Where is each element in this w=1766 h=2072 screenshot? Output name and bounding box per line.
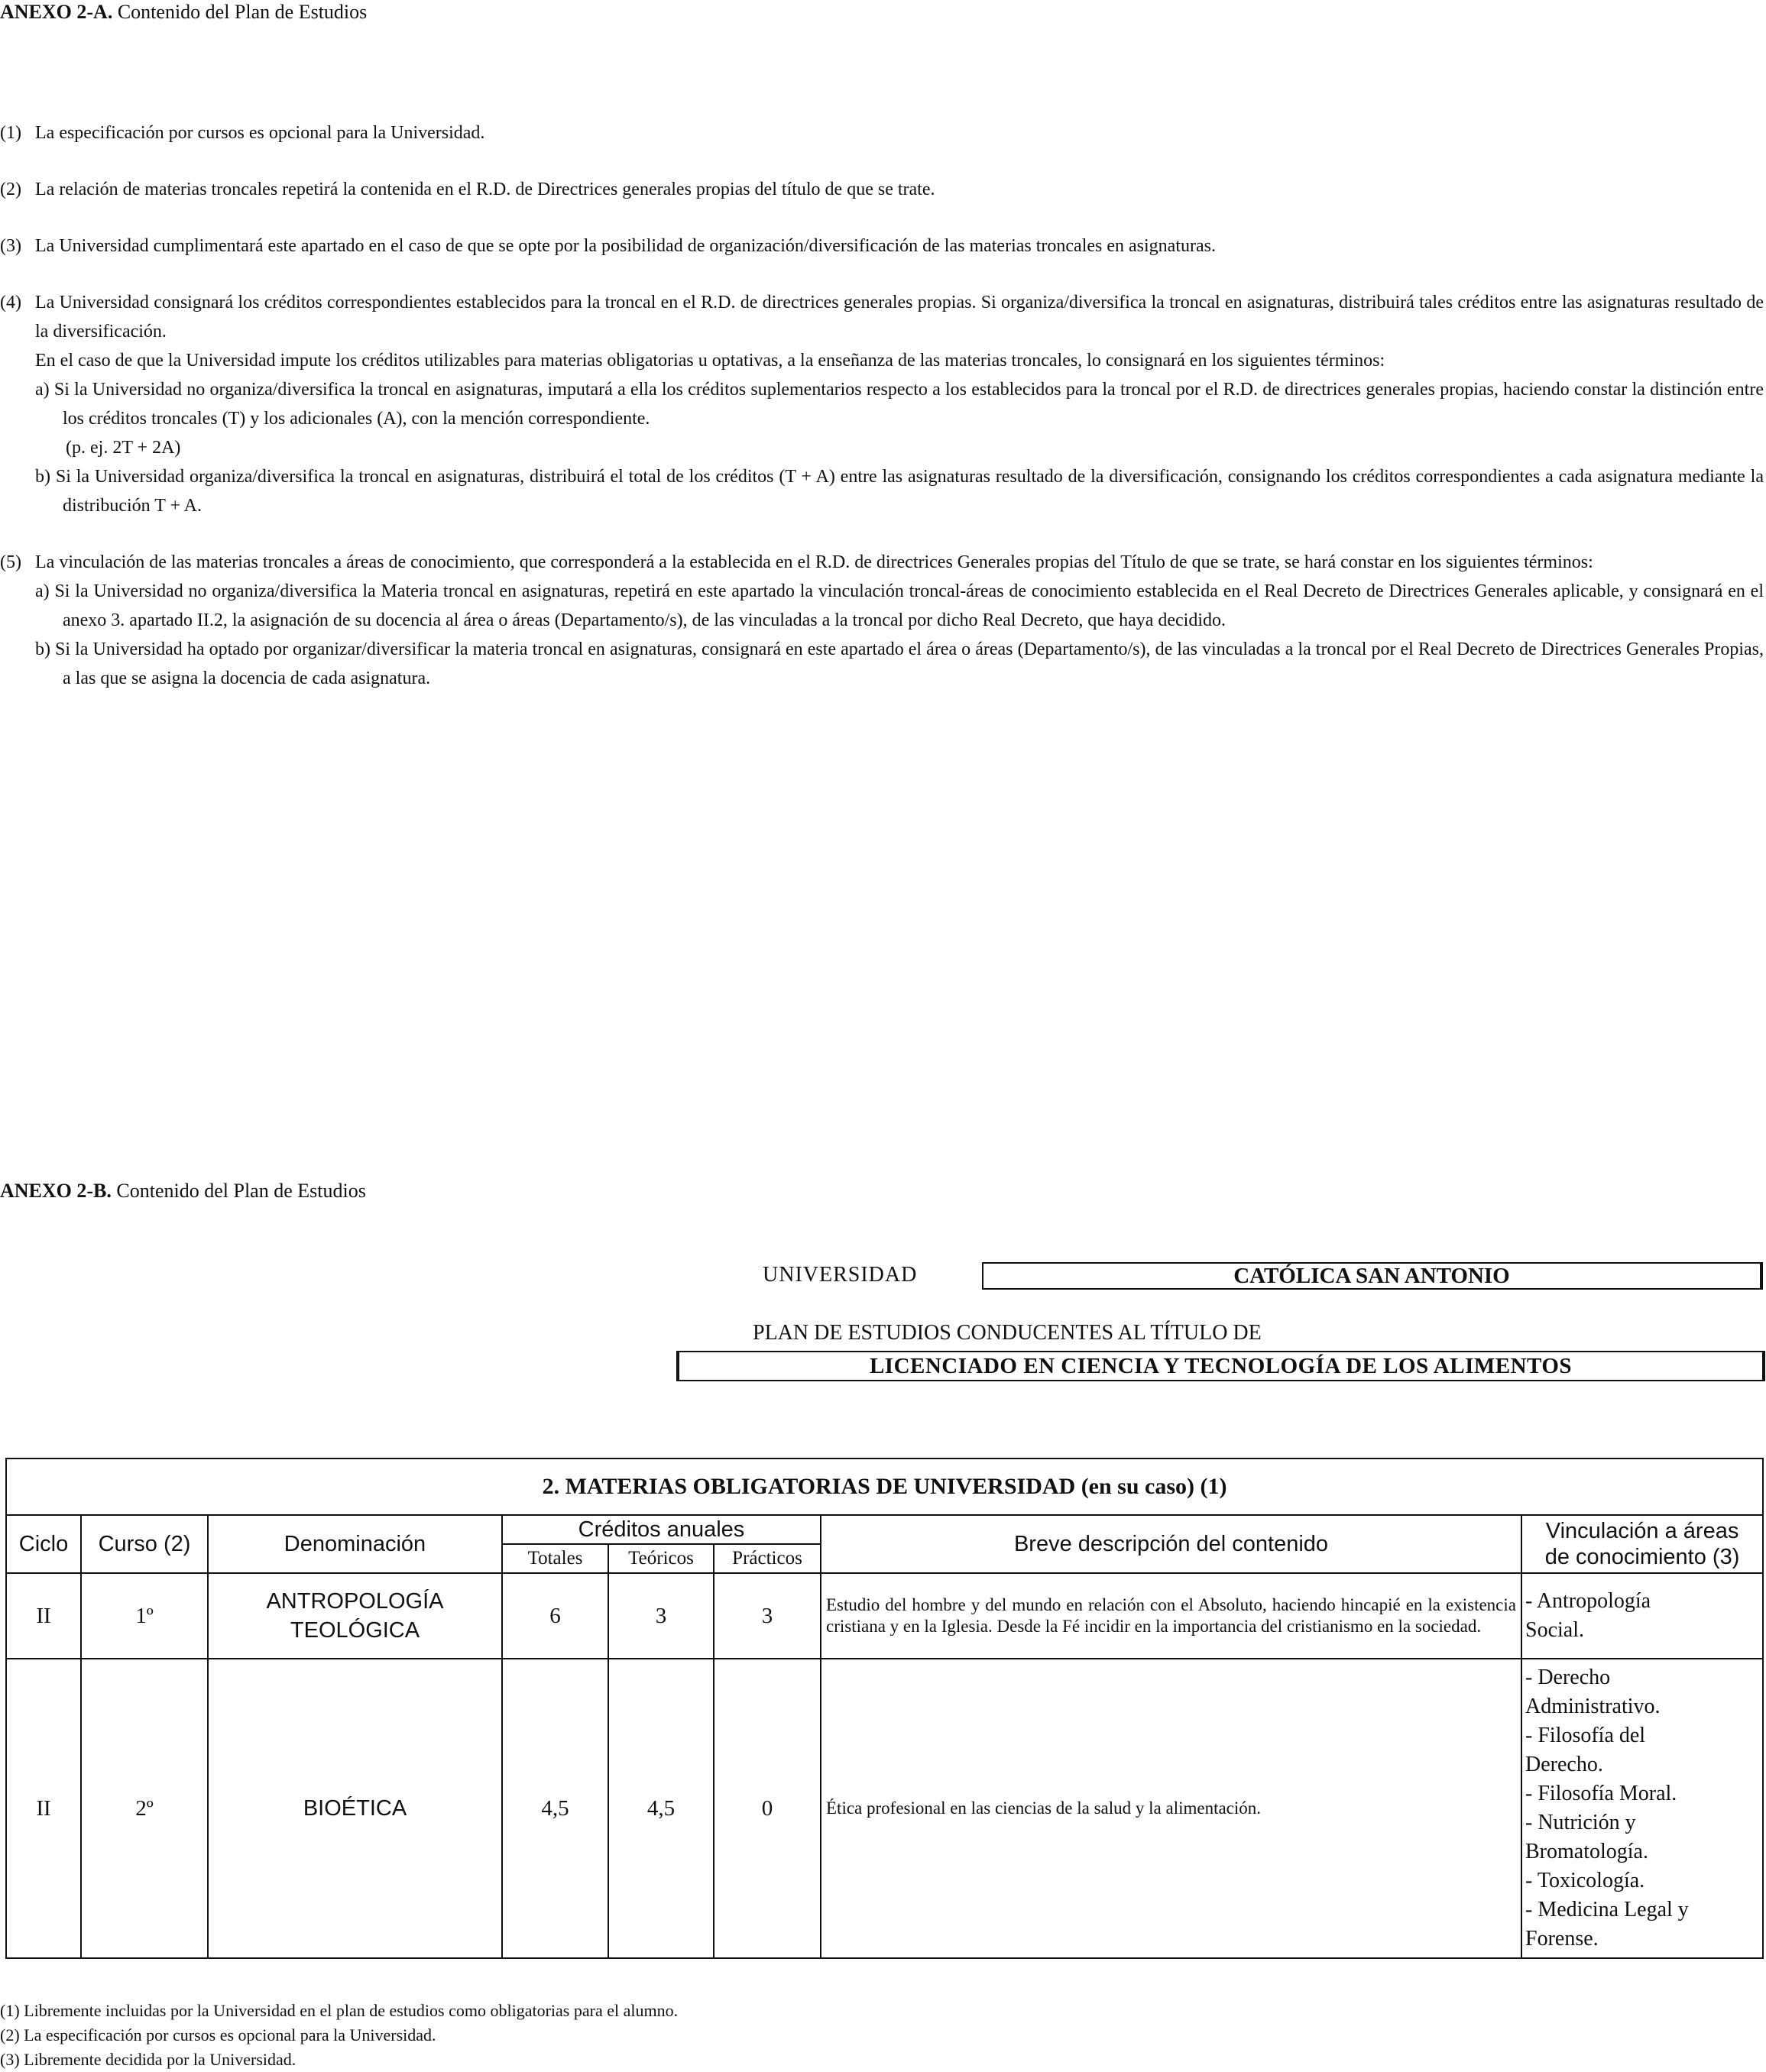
row-areas: - Derecho Administrativo. - Filosofía del Derecho. - Filosofía Moral. - Nutrición y Bromatología. - Toxicología. - Medicina Legal y Forense.: [1521, 1659, 1763, 1958]
row-curso: 1º: [81, 1573, 208, 1659]
annex-a-notes: [0, 118, 1764, 693]
note-4-paragraph-2: En el caso de que la Universidad impute los créditos utilizables para materias obligatorias u optativas, a la enseñanza de las materias troncales, lo consignará en los siguientes términos:: [35, 351, 1385, 371]
subjects-table: [5, 1458, 1764, 1959]
note-4-item-b: b) Si la Universidad organiza/diversifica la troncal en asignaturas, distribuirá el total de los créditos (T + A) entre las asignaturas resultado de la diversificación, consignando los créditos correspondientes a cada asignatura mediante la distribución T + A.: [35, 467, 1764, 516]
row-practicos: 3: [714, 1573, 821, 1659]
annex-b-label: ANEXO 2-B.: [0, 1180, 112, 1202]
annex-b-title: Contenido del Plan de Estudios: [116, 1180, 366, 1202]
footnote-1: (1) Libremente incluidas por la Universidad en el plan de estudios como obligatorias para el alumno.: [0, 2001, 679, 2020]
note-5-item-a: a) Si la Universidad no organiza/diversifica la Materia troncal en asignaturas, repetirá en este apartado la vinculación troncal-áreas de conocimiento establecida en el Real Decreto de Directrices Generales aplicable, y consignará en el anexo 3. apartado II.2, la asignación de su docencia al área o áreas (Departamento/s), de las vinculadas a la troncal por dicho Real Decreto, que haya decidido.: [35, 581, 1764, 630]
row-teoricos: 4,5: [608, 1659, 714, 1958]
row-descripcion: Ética profesional en las ciencias de la salud y la alimentación.: [821, 1659, 1521, 1958]
row-curso: 2º: [81, 1659, 208, 1958]
footnote-2: (2) La especificación por cursos es opcional para la Universidad.: [0, 2025, 436, 2044]
note-5: (5) La vinculación de las materias troncales a áreas de conocimiento, que corresponderá a la establecida en el R.D. de directrices Generales propias del Título de que se trate, se hará constar en los siguientes términos: a) Si la Universidad no organiza/diversifica la Materia troncal en asignaturas, repetirá en este apartado la vinculación troncal-áreas de conocimiento establecida en el Real Decreto de Directrices Generales aplicable, y consignará en el anexo 3. apartado II.2, la asignación de su docencia al área o áreas (Departamento/s), de las vinculadas a la troncal por dicho Real Decreto, que haya decidido. b) Si la Universidad ha optado por organizar/diversificar la materia troncal en asignaturas, consignará en este apartado el área o áreas (Departamento/s), de las vinculadas a la troncal por el Real Decreto de Directrices Generales Propias, a las que se asigna la docencia de cada asignatura.: [0, 548, 1764, 693]
header-curso: Curso (2): [81, 1515, 208, 1573]
footnotes: [0, 1999, 678, 2072]
plan-label: PLAN DE ESTUDIOS CONDUCENTES AL TÍTULO DE: [753, 1321, 1262, 1345]
row-ciclo: II: [6, 1659, 81, 1958]
table-title: 2. MATERIAS OBLIGATORIAS DE UNIVERSIDAD (en su caso) (1): [6, 1458, 1763, 1515]
footnote-3: (3) Libremente decidida por la Universidad.: [0, 2050, 296, 2069]
note-4-example: (p. ej. 2T + 2A): [66, 438, 181, 458]
note-4: (4) La Universidad consignará los créditos correspondientes establecidos para la troncal en el R.D. de directrices generales propias. Si organiza/diversifica la troncal en asignaturas, distribuirá tales créditos entre las asignaturas resultado de la diversificación. En el caso de que la Universidad impute los créditos utilizables para materias obligatorias u optativas, a la enseñanza de las materias troncales, lo consignará en los siguientes términos: a) Si la Universidad no organiza/diversifica la troncal en asignaturas, imputará a ella los créditos suplementarios respecto a los establecidos para la troncal por el R.D. de directrices generales propias, haciendo constar la distinción entre los créditos troncales (T) y los adicionales (A), con la mención correspondiente. (p. ej. 2T + 2A) b) Si la Universidad organiza/diversifica la troncal en asignaturas, distribuirá el total de los créditos (T + A) entre las asignaturas resultado de la diversificación, consignando los créditos correspondientes a cada asignatura mediante la distribución T + A.: [0, 288, 1764, 520]
row-totales: 6: [502, 1573, 608, 1659]
row-denominacion: ANTROPOLOGÍA TEOLÓGICA: [208, 1573, 502, 1659]
header-creditos: Créditos anuales: [502, 1515, 821, 1544]
table-row: [6, 1573, 1763, 1659]
row-descripcion: Estudio del hombre y del mundo en relación con el Absoluto, haciendo hincapié en la existencia cristiana y en la Iglesia. Desde la Fé incidir en la importancia del cristianismo en la sociedad.: [821, 1573, 1521, 1659]
annex-a-label: ANEXO 2-A.: [0, 1, 113, 23]
note-4-item-a: a) Si la Universidad no organiza/diversifica la troncal en asignaturas, imputará a ella los créditos suplementarios respecto a los establecidos para la troncal por el R.D. de directrices generales propias, haciendo constar la distinción entre los créditos troncales (T) y los adicionales (A), con la mención correspondiente.: [35, 380, 1764, 429]
annex-a-heading: [0, 0, 367, 24]
table-header-row: [6, 1515, 1763, 1544]
header-teoricos: Teóricos: [608, 1544, 714, 1573]
row-practicos: 0: [714, 1659, 821, 1958]
header-practicos: Prácticos: [714, 1544, 821, 1573]
note-3: (3) La Universidad cumplimentará este apartado en el caso de que se opte por la posibilidad de organización/diversificación de las materias troncales en asignaturas.: [0, 236, 1216, 256]
university-name: CATÓLICA SAN ANTONIO: [982, 1262, 1763, 1290]
row-totales: 4,5: [502, 1659, 608, 1958]
note-1: (1) La especificación por cursos es opcional para la Universidad.: [0, 123, 485, 143]
row-ciclo: II: [6, 1573, 81, 1659]
note-5-item-b: b) Si la Universidad ha optado por organizar/diversificar la materia troncal en asignaturas, consignará en este apartado el área o áreas (Departamento/s), de las vinculadas a la troncal por el Real Decreto de Directrices Generales Propias, a las que se asigna la docencia de cada asignatura.: [35, 639, 1764, 688]
note-2: (2) La relación de materias troncales repetirá la contenida en el R.D. de Directrices generales propias del título de que se trate.: [0, 180, 935, 199]
university-label: UNIVERSIDAD: [763, 1263, 918, 1287]
row-teoricos: 3: [608, 1573, 714, 1659]
row-denominacion: BIOÉTICA: [208, 1659, 502, 1958]
annex-b-heading: [0, 1179, 366, 1203]
header-descripcion: Breve descripción del contenido: [821, 1515, 1521, 1573]
header-vinculacion: Vinculación a áreas de conocimiento (3): [1521, 1515, 1763, 1573]
annex-a-title: Contenido del Plan de Estudios: [117, 1, 368, 23]
degree-title: LICENCIADO EN CIENCIA Y TECNOLOGÍA DE LOS ALIMENTOS: [676, 1351, 1765, 1381]
table-row: [6, 1659, 1763, 1958]
row-areas: - Antropología Social.: [1521, 1573, 1763, 1659]
header-totales: Totales: [502, 1544, 608, 1573]
header-denominacion: Denominación: [208, 1515, 502, 1573]
header-ciclo: Ciclo: [6, 1515, 81, 1573]
